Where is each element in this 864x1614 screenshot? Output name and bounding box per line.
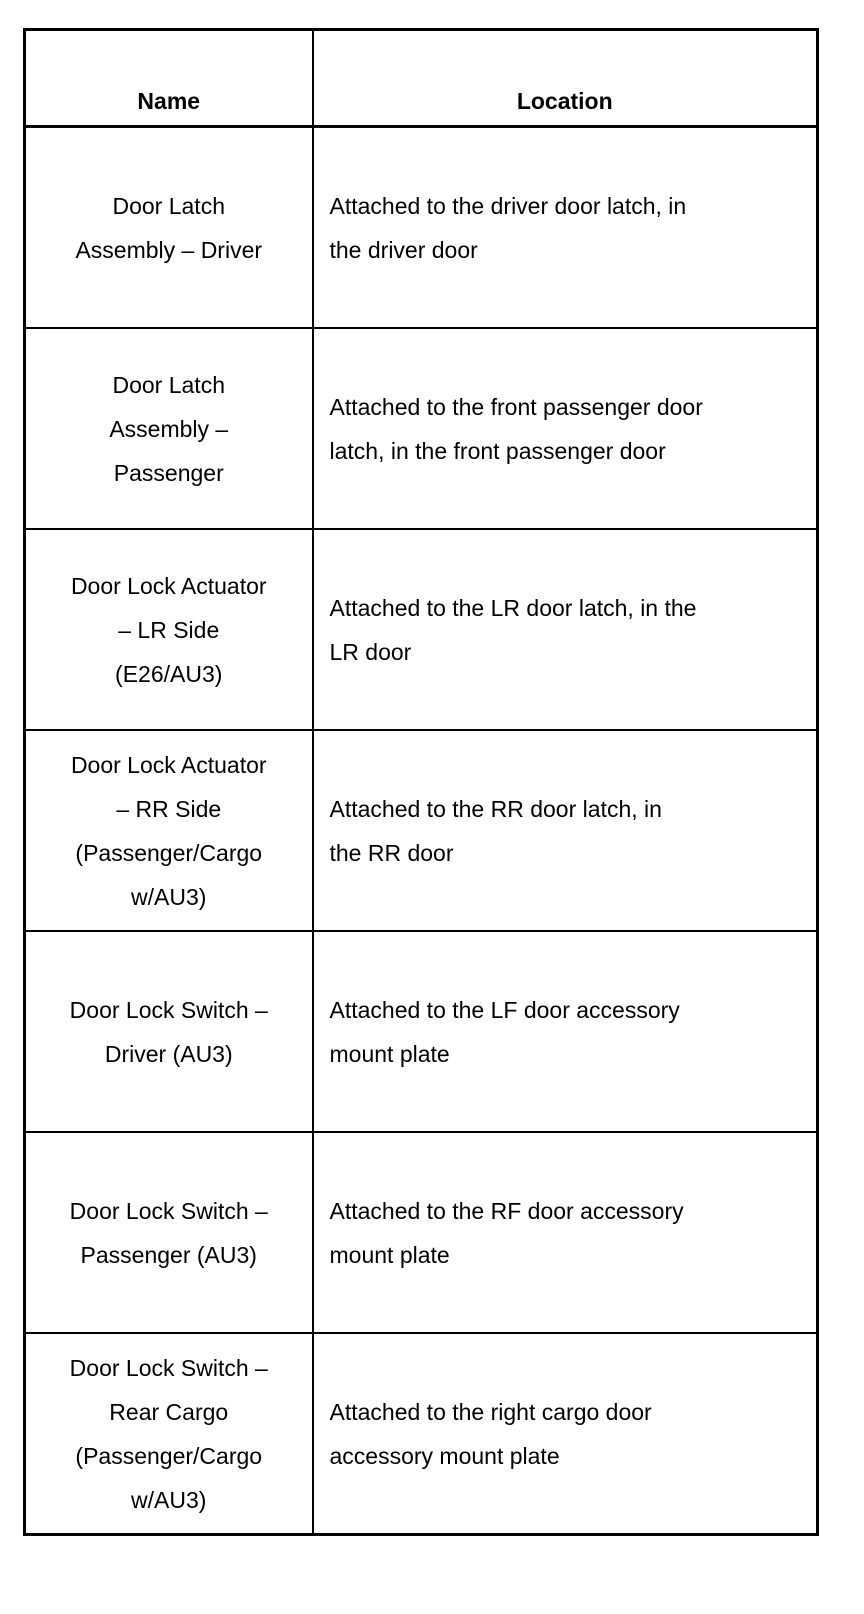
location-cell xyxy=(313,328,818,529)
name-cell xyxy=(25,328,313,529)
table-row xyxy=(25,1132,818,1333)
component-location: Attached to the RF door accessory mount plate xyxy=(329,1197,684,1268)
name-cell xyxy=(25,1333,313,1535)
component-location: Attached to the right cargo door accessory mount plate xyxy=(329,1398,652,1469)
component-name: Door Latch Assembly – Driver xyxy=(75,192,263,263)
table-row xyxy=(25,127,818,329)
column-header-name: Name xyxy=(25,30,313,127)
component-location: Attached to the RR door latch, in the RR door xyxy=(329,795,662,866)
name-cell xyxy=(25,1132,313,1333)
component-location-table xyxy=(23,28,819,1536)
column-header-location: Location xyxy=(313,30,818,127)
name-cell xyxy=(25,931,313,1132)
name-cell xyxy=(25,730,313,931)
table-row xyxy=(25,730,818,931)
location-cell xyxy=(313,931,818,1132)
table-row xyxy=(25,328,818,529)
location-cell xyxy=(313,1333,818,1535)
component-name: Door Lock Actuator – LR Side (E26/AU3) xyxy=(70,572,267,687)
component-name: Door Lock Switch – Driver (AU3) xyxy=(69,996,268,1067)
component-location: Attached to the front passenger door latch, in the front passenger door xyxy=(329,393,703,464)
header-row xyxy=(25,30,818,127)
component-name: Door Lock Switch – Passenger (AU3) xyxy=(69,1197,268,1268)
name-cell xyxy=(25,127,313,329)
component-location: Attached to the LF door accessory mount plate xyxy=(329,996,680,1067)
location-cell xyxy=(313,529,818,730)
component-name: Door Latch Assembly – Passenger xyxy=(109,371,229,486)
location-cell xyxy=(313,127,818,329)
component-name: Door Lock Actuator – RR Side (Passenger/Cargo w/AU3) xyxy=(70,751,267,910)
table-row xyxy=(25,529,818,730)
component-location: Attached to the driver door latch, in the driver door xyxy=(329,192,687,263)
table-body xyxy=(25,127,818,1535)
component-location: Attached to the LR door latch, in the LR door xyxy=(329,594,697,665)
location-cell xyxy=(313,730,818,931)
table-header xyxy=(25,30,818,127)
table-row xyxy=(25,1333,818,1535)
component-name: Door Lock Switch – Rear Cargo (Passenger/Cargo w/AU3) xyxy=(69,1354,268,1513)
name-cell xyxy=(25,529,313,730)
location-cell xyxy=(313,1132,818,1333)
table-row xyxy=(25,931,818,1132)
